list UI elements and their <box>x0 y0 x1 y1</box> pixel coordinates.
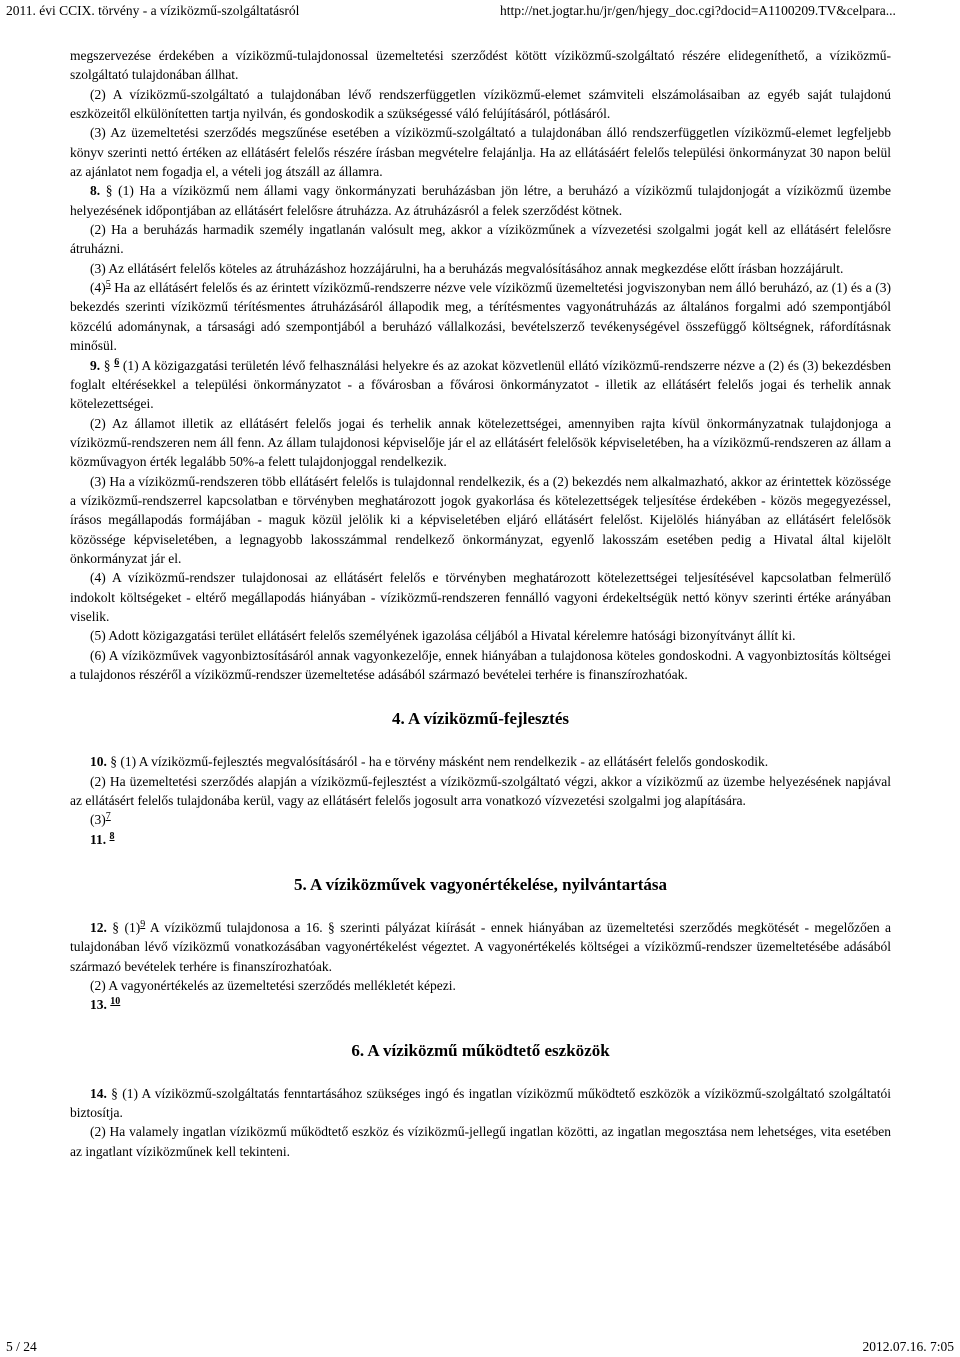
section-9-para-5: (5) Adott közigazgatási terület ellátásért felelős személyének igazolása céljából a Hivatal kérelemre hatósági bizonyítványt állít ki. <box>90 628 796 644</box>
section-12-text-1: A víziközmű tulajdonosa a 16. § szerinti pályázat kiírását - ennek hiányában az üzemeltetési szerződés megkötését - megelőzően a tulajdonában lévő víziközmű vonatkozásában vagyonértékelést végeztet. A vagyonértékelés költségei a víziközmű-rendszer üzemeltetésébe adásából származó bevételek terhére is finanszírozhatóak. <box>70 920 891 974</box>
section-8-text-4: Ha az ellátásért felelős és az érintett víziközmű-rendszerre nézve vele víziközmű üzemeltetési jogviszonyban nem álló beruházó, az (1) és a (3) bekezdés szerinti víziközmű térítésmentes átruházásáról állapodik meg, a térítésmentes vagyonátruházás az általános forgalmi adó szempontjából közcélú adománynak, a társasági adó szempontjából a beruházó vállalkozási, bevételszerző tevékenységével összefüggő költségnek, ráfordításnak minősül. <box>70 280 891 354</box>
section-14-number: 14. <box>90 1085 107 1101</box>
section-9-para-6: (6) A víziközművek vagyonbiztosításáról annak vagyonkezelője, ennek hiányában a tulajdonosa köteles gondoskodni. A vagyonbiztosítás költségei a tulajdonos részéről a víziközmű-rendszer üzemeltetése adásából származó bevételei terhére is finanszírozhatóak. <box>70 647 891 682</box>
page-number: 5 / 24 <box>6 1339 37 1354</box>
section-10-number: 10. <box>90 754 107 770</box>
section-8-text-1: (1) Ha a víziközmű nem állami vagy önkormányzati beruházásban jön létre, a beruházó a víziközmű tulajdonjogát a víziközmű üzembe helyezésének időpontjában az ellátásért felelősre átruházza. Az átruházásról a felek szerződést kötnek. <box>70 183 892 218</box>
section-8-para-4 <box>70 278 891 355</box>
page-footer <box>0 1338 960 1356</box>
section-14-para-2: (2) Ha valamely ingatlan víziközmű működtető eszköz és víziközmű-jellegű ingatlan közötti, az ingatlan megosztása nem lehetséges, vita esetében az ingatlant víziközműnek kell tekinteni. <box>70 1124 891 1159</box>
section-12-para-1 <box>70 918 891 976</box>
section-14-text-1: § (1) A víziközmű-szolgáltatás fenntartásához szükséges ingó és ingatlan víziközmű működtető eszközök a víziközmű-szolgáltató szolgáltatói biztosítja. <box>70 1085 891 1121</box>
chapter-heading-6: 6. A víziközmű működtető eszközök <box>351 1040 610 1060</box>
section-12-para-2: (2) A vagyonértékelés az üzemeltetési szerződés mellékletét képezi. <box>90 978 456 994</box>
section-9-number: 9. <box>90 357 101 373</box>
section-11 <box>70 830 891 849</box>
section-10-para-2: (2) Ha üzemeltetési szerződés alapján a víziközmű-fejlesztést a víziközmű-szolgáltató végzi, akkor a víziközmű az üzembe helyezésének napjával az ellátásért felelős tulajdonába kerül, vagy az ellátásért felelős jogosult arra vonatkozó vízvezetési szolgalmi jog alapítására. <box>70 773 891 809</box>
header-url[interactable]: http://net.jogtar.hu/jr/gen/hjegy_doc.cgi?docid=A1100209.TV&celpara... <box>500 3 896 18</box>
section-8-para-2: (2) Ha a beruházás harmadik személy ingatlanán valósult meg, akkor a víziközműnek a vízvezetési szolgalmi jogát kell az ellátásért felelősre átruházni. <box>70 222 891 257</box>
section-10-text-1: § (1) A víziközmű-fejlesztés megvalósításáról - ha e törvény másként nem rendelkezik - az ellátásért felelős gondoskodik. <box>106 754 769 770</box>
para-label: (3) <box>90 812 106 828</box>
section-10-para-1 <box>70 752 891 771</box>
section-8-number: 8. <box>90 183 101 199</box>
section-8-para-1 <box>70 181 891 220</box>
footnote-link-7[interactable]: 7 <box>105 811 111 823</box>
section-9-para-2: (2) Az államot illetik az ellátásért felelős jogai és terhelik annak kötelezettségei, amennyiben rajta kívül önkormányzatnak tulajdonjoga a víziközmű-rendszeren nem áll fenn. Az állam tulajdonosi képviselője jár el az ellátásért felelősök képviseletében, ha a víziközmű-rendszeren az állam a közművagyon érték legalább 50%-a felett tulajdonjoggal rendelkezik. <box>70 415 891 470</box>
page-header <box>0 2 960 20</box>
footnote-link-6[interactable]: 6 <box>114 356 120 368</box>
section-12-number: 12. <box>90 920 107 936</box>
section-10-para-3 <box>70 810 891 829</box>
section-9-para-1 <box>70 356 891 414</box>
document-body <box>70 46 891 1161</box>
section-13 <box>70 995 891 1014</box>
footnote-link-5[interactable]: 5 <box>105 279 111 291</box>
footnote-link-10[interactable]: 10 <box>110 996 121 1008</box>
para-label: § (1) <box>106 920 141 936</box>
section-14-para-1 <box>70 1084 891 1123</box>
chapter-heading-5: 5. A víziközművek vagyonértékelése, nyilvántartása <box>293 875 668 895</box>
footnote-link-9[interactable]: 9 <box>140 919 146 931</box>
section-9-text-1: (1) A közigazgatási területén lévő felhasználási helyekre és az azokat közvetlenül ellátó víziközmű-rendszerre nézve a (2) és (3) bekezdésben foglalt eltérésekkel a települési önkormányzatot - a fővárosban a fővárosi önkormányzatot - illetik az ellátásért felelős jogai és terhelik annak kötelezettségei. <box>70 357 892 412</box>
section-symbol: § <box>105 183 113 199</box>
section-symbol: § <box>103 357 111 373</box>
paragraph-7-3: (3) Az üzemeltetési szerződés megszűnése esetében a víziközmű-szolgáltató a tulajdonában álló rendszerfüggetlen víziközmű-elemet legfeljebb könyv szerinti nettó értéken az ellátásért felelős részére írásban megvételre felajánlja. Ha az ellátásáért felelős települési önkormányzat 30 napon belül az ajánlatot nem fogadja el, a vételi jog átszáll az államra. <box>70 125 891 180</box>
header-title: 2011. évi CCIX. törvény - a víziközmű-szolgáltatásról <box>6 3 300 18</box>
chapter-heading-4: 4. A víziközmű-fejlesztés <box>391 709 570 729</box>
section-9-para-4: (4) A víziközmű-rendszer tulajdonosai az ellátásért felelős e törvényben meghatározott kötelezettségei teljesítésével kapcsolatban felmerülő indokolt költségeket - eltérő megállapodás hiányában - víziközmű-rendszeren fennálló vagyoni érdekeltségük nettó könyv szerinti értéke arányában viselik. <box>70 570 891 624</box>
section-9-para-3: (3) Ha a víziközmű-rendszeren több ellátásért felelős is tulajdonnal rendelkezik, és a (2) bekezdés nem alkalmazható, akkor az érintettek közössége a víziközmű-rendszerrel kapcsolatban e törvényben meghatározott jogok gyakorlása és kötelezettségek teljesítése érdekében - közös megegyezéssel, írásos megállapodás formájában - maguk közül jelölik ki a képviseletében eljáró ellátásért felelőst. Kijelölés hiányában az ellátásért felelősök közössége képviseletében, a legnagyobb lakosszámmal rendelkező önkormányzat, egyenlő lakosszám esetében pedig a Hivatal által kijelölt önkormányzat jár el. <box>70 473 891 566</box>
section-8-para-3: (3) Az ellátásért felelős köteles az átruházáshoz hozzájárulni, ha a beruházás megvalósításához annak megkezdése előtt írásban hozzájárult. <box>90 260 844 276</box>
footnote-link-8[interactable]: 8 <box>109 830 115 842</box>
para-label: (4) <box>90 280 106 296</box>
section-13-number: 13. <box>90 997 107 1013</box>
section-11-number: 11. <box>90 831 107 847</box>
paragraph-7-2: (2) A víziközmű-szolgáltató a tulajdonában lévő rendszerfüggetlen víziközmű-elemet számviteli elszámolásaiban az egyéb saját tulajdonú eszközeitől elkülönítetten tartja nyilván, és gondoskodik a szükségessé váló felújításáról, pótlásáról. <box>70 86 891 122</box>
print-datetime: 2012.07.16. 7:05 <box>862 1339 954 1354</box>
paragraph-continuation: megszervezése érdekében a víziközmű-tulajdonossal üzemeltetési szerződést kötött víziközmű-szolgáltató részére elidegeníthető, a víziközmű-szolgáltató tulajdonában állhat. <box>70 48 891 83</box>
